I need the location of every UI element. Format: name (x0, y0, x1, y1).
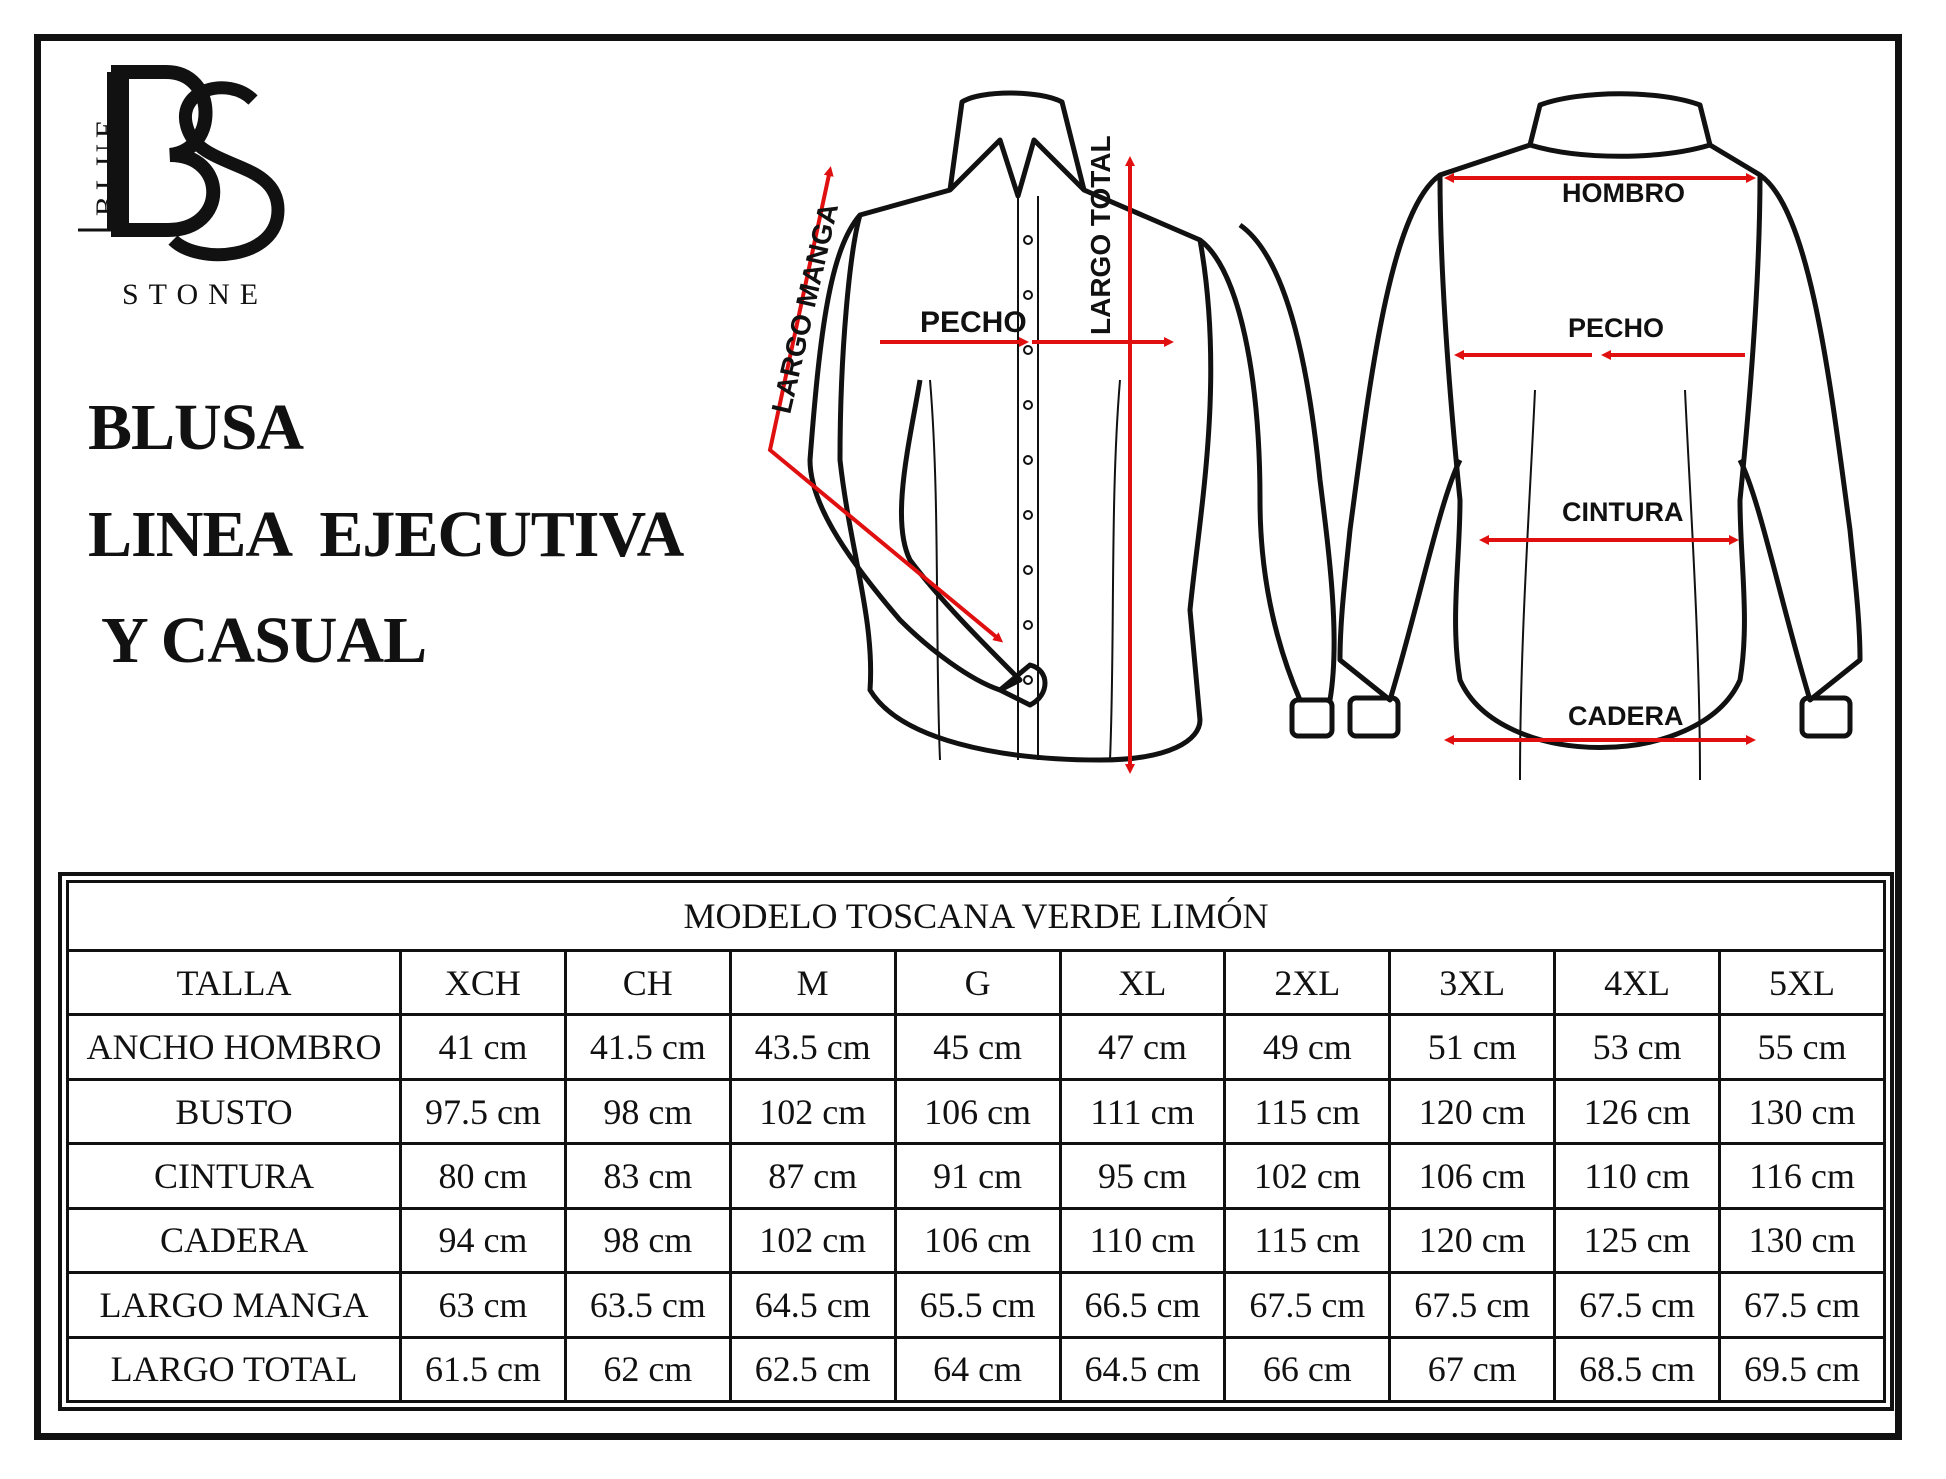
table-row (68, 1273, 1885, 1337)
back-label-cadera: CADERA (1568, 701, 1684, 731)
table-cell: 63 cm (401, 1273, 566, 1337)
table-cell: 130 cm (1720, 1079, 1885, 1143)
table-cell: 67.5 cm (1555, 1273, 1720, 1337)
table-header-cell: XCH (401, 951, 566, 1015)
table-cell: 68.5 cm (1555, 1337, 1720, 1401)
table-cell: 80 cm (401, 1144, 566, 1208)
table-row (68, 1208, 1885, 1272)
table-row (68, 1079, 1885, 1143)
table-cell: 53 cm (1555, 1015, 1720, 1079)
table-cell: 106 cm (895, 1079, 1060, 1143)
table-row-label: CINTURA (68, 1144, 401, 1208)
front-label-pecho: PECHO (920, 306, 1027, 339)
table-cell: 120 cm (1390, 1079, 1555, 1143)
table-header-cell: G (895, 951, 1060, 1015)
table-cell: 66 cm (1225, 1337, 1390, 1401)
table-cell: 66.5 cm (1060, 1273, 1225, 1337)
table-cell: 49 cm (1225, 1015, 1390, 1079)
table-cell: 51 cm (1390, 1015, 1555, 1079)
table-cell: 98 cm (565, 1208, 730, 1272)
table-header-row (68, 951, 1885, 1015)
size-table (66, 880, 1886, 1403)
table-cell: 64 cm (895, 1337, 1060, 1401)
table-cell: 63.5 cm (565, 1273, 730, 1337)
table-cell: 115 cm (1225, 1208, 1390, 1272)
table-cell: 41 cm (401, 1015, 566, 1079)
table-row-label: LARGO TOTAL (68, 1337, 401, 1401)
table-cell: 55 cm (1720, 1015, 1885, 1079)
table-header-cell: CH (565, 951, 730, 1015)
table-cell: 62.5 cm (730, 1337, 895, 1401)
table-header-cell: 2XL (1225, 951, 1390, 1015)
front-label-largo-total: LARGO TOTAL (1085, 135, 1116, 335)
back-label-cintura: CINTURA (1562, 497, 1684, 527)
back-label-pecho: PECHO (1568, 313, 1665, 343)
table-cell: 106 cm (1390, 1144, 1555, 1208)
table-cell: 126 cm (1555, 1079, 1720, 1143)
table-cell: 130 cm (1720, 1208, 1885, 1272)
table-row-label: ANCHO HOMBRO (68, 1015, 401, 1079)
table-cell: 125 cm (1555, 1208, 1720, 1272)
table-cell: 45 cm (895, 1015, 1060, 1079)
table-cell: 62 cm (565, 1337, 730, 1401)
product-type-title: BLUSA (88, 391, 304, 464)
table-cell: 95 cm (1060, 1144, 1225, 1208)
table-cell: 41.5 cm (565, 1015, 730, 1079)
front-buttons (1024, 236, 1032, 684)
table-row-label: LARGO MANGA (68, 1273, 401, 1337)
table-cell: 102 cm (730, 1208, 895, 1272)
table-title: MODELO TOSCANA VERDE LIMÓN (68, 882, 1885, 951)
table-header-cell: M (730, 951, 895, 1015)
table-cell: 97.5 cm (401, 1079, 566, 1143)
table-cell: 67.5 cm (1225, 1273, 1390, 1337)
table-cell: 47 cm (1060, 1015, 1225, 1079)
table-cell: 67.5 cm (1390, 1273, 1555, 1337)
front-blouse-outline (810, 93, 1334, 760)
table-cell: 102 cm (1225, 1144, 1390, 1208)
table-header-cell: TALLA (68, 951, 401, 1015)
table-row (68, 1144, 1885, 1208)
table-cell: 83 cm (565, 1144, 730, 1208)
table-cell: 67 cm (1390, 1337, 1555, 1401)
table-cell: 67.5 cm (1720, 1273, 1885, 1337)
table-cell: 91 cm (895, 1144, 1060, 1208)
table-cell: 106 cm (895, 1208, 1060, 1272)
table-cell: 69.5 cm (1720, 1337, 1885, 1401)
table-cell: 102 cm (730, 1079, 895, 1143)
table-header-cell: XL (1060, 951, 1225, 1015)
table-cell: 98 cm (565, 1079, 730, 1143)
table-cell: 64.5 cm (730, 1273, 895, 1337)
table-cell: 115 cm (1225, 1079, 1390, 1143)
table-row-label: CADERA (68, 1208, 401, 1272)
product-line-title: LINEA EJECUTIVA (88, 498, 684, 571)
table-cell: 116 cm (1720, 1144, 1885, 1208)
table-cell: 120 cm (1390, 1208, 1555, 1272)
back-label-hombro: HOMBRO (1562, 178, 1685, 208)
table-cell: 110 cm (1555, 1144, 1720, 1208)
table-header-cell: 4XL (1555, 951, 1720, 1015)
table-cell: 110 cm (1060, 1208, 1225, 1272)
back-measure-lines (1448, 178, 1752, 740)
table-cell: 111 cm (1060, 1079, 1225, 1143)
table-cell: 61.5 cm (401, 1337, 566, 1401)
table-header-cell: 3XL (1390, 951, 1555, 1015)
table-cell: 64.5 cm (1060, 1337, 1225, 1401)
front-label-largo-manga: LARGO MANGA (765, 200, 845, 417)
table-header-cell: 5XL (1720, 951, 1885, 1015)
brand-bottom-word: STONE (122, 278, 269, 311)
table-cell: 43.5 cm (730, 1015, 895, 1079)
size-chart (58, 872, 1894, 1411)
blouse-measurement-diagram (700, 80, 1880, 820)
table-row-label: BUSTO (68, 1079, 401, 1143)
brand-top-word: BLUE (90, 113, 123, 217)
product-line-subtitle: Y CASUAL (88, 604, 427, 677)
table-cell: 94 cm (401, 1208, 566, 1272)
table-row (68, 1337, 1885, 1401)
table-row (68, 1015, 1885, 1079)
table-cell: 87 cm (730, 1144, 895, 1208)
table-cell: 65.5 cm (895, 1273, 1060, 1337)
